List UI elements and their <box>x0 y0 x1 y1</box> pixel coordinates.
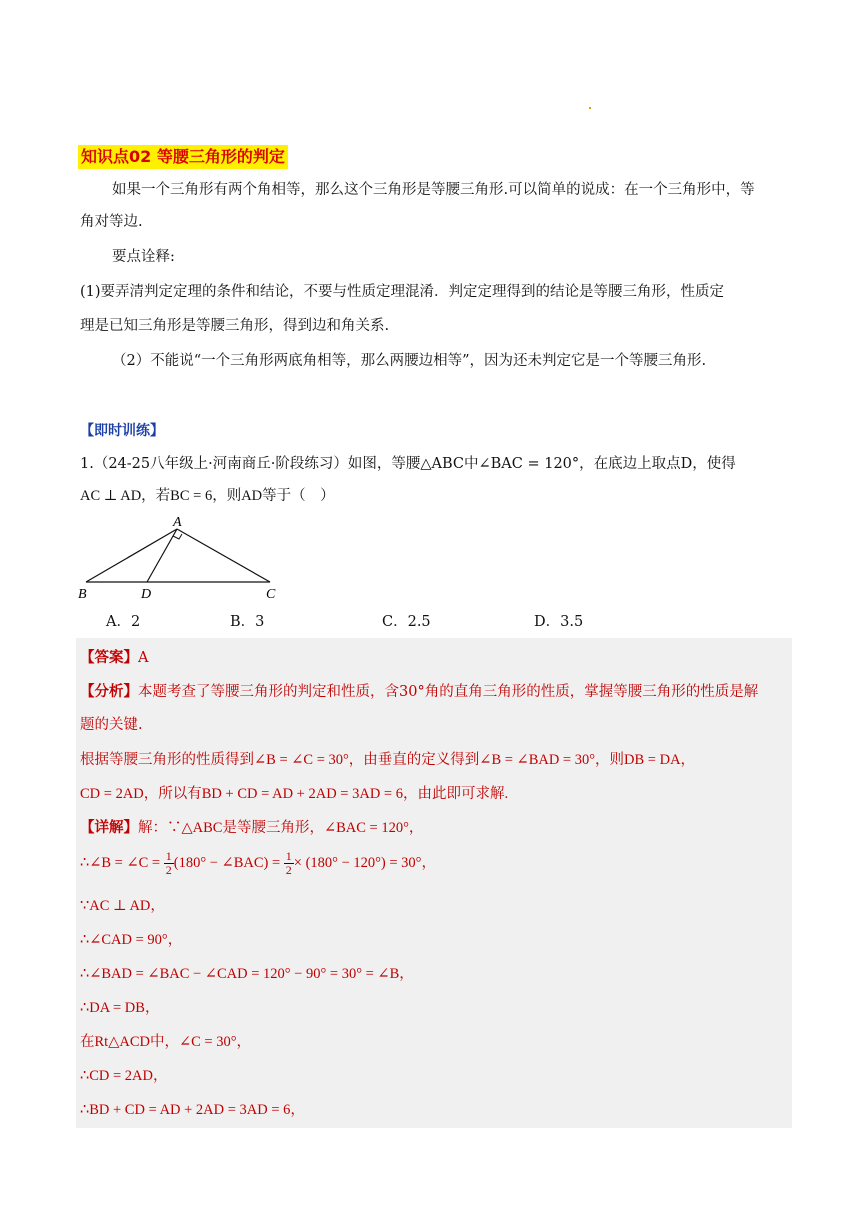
answer-panel <box>76 638 792 1128</box>
para1-line2: 角对等边. <box>80 214 143 230</box>
segment-ad <box>147 529 177 582</box>
note1-line1: (1)要弄清判定定理的条件和结论，不要与性质定理混淆．判定定理得到的结论是等腰三角形，性质定 <box>80 284 725 300</box>
option-b: B．3 <box>230 614 265 630</box>
triangle-figure <box>76 512 286 604</box>
analysis-row <box>80 682 758 702</box>
fraction-half <box>164 850 174 877</box>
detail-line2-b: (180° − ∠BAC) = <box>173 855 284 871</box>
detail-line1: 解：∵△ABC是等腰三角形，∠BAC = 120°， <box>138 820 424 836</box>
section-heading: 知识点02 等腰三角形的判定 <box>78 145 288 169</box>
answer-tag: 【答案】 <box>80 649 138 666</box>
label-b: B <box>78 587 87 602</box>
question-line1: 1.（24-25八年级上·河南商丘·阶段练习）如图，等腰△ABC中∠BAC = 120°，在底边上取点D，使得 <box>80 456 736 472</box>
fraction-half-2 <box>284 850 294 877</box>
stray-dot <box>589 107 591 109</box>
detail-line4: ∴∠CAD = 90°， <box>80 932 183 948</box>
detail-line6: ∴DA = DB， <box>80 1000 160 1016</box>
frac-den-2: 2 <box>285 863 292 878</box>
note-title: 要点诠释: <box>112 249 175 265</box>
detail-line3: ∵AC ⊥ AD， <box>80 898 165 914</box>
detail-tag: 【详解】 <box>80 820 138 836</box>
label-c: C <box>266 587 276 602</box>
note1-line2: 理是已知三角形是等腰三角形，得到边和角关系. <box>80 318 390 334</box>
detail-line2-a: ∴∠B = ∠C = <box>80 855 164 871</box>
frac-num: 1 <box>165 849 172 864</box>
label-d: D <box>141 587 152 602</box>
detail-line7: 在Rt△ACD中，∠C = 30°， <box>80 1034 252 1050</box>
analysis-line2: 题的关键. <box>80 717 143 733</box>
answer-value: A <box>138 650 149 666</box>
detail-line8: ∴CD = 2AD， <box>80 1068 168 1084</box>
detail-line2 <box>80 848 436 878</box>
option-c: C．2.5 <box>382 614 431 630</box>
detail-line2-c: × (180° − 120°) = 30°， <box>293 855 436 871</box>
analysis-line4: CD = 2AD，所以有BD + CD = AD + 2AD = 3AD = 6，由此即可求解. <box>80 786 509 802</box>
analysis-tag: 【分析】 <box>80 683 138 700</box>
analysis-line1: 本题考查了等腰三角形的判定和性质，含30°角的直角三角形的性质，掌握等腰三角形的性质是解 <box>138 684 759 700</box>
side-ab <box>86 529 177 582</box>
practice-tag: 【即时训练】 <box>80 423 164 439</box>
frac-den: 2 <box>165 863 172 878</box>
detail-line9: ∴BD + CD = AD + 2AD = 3AD = 6， <box>80 1102 305 1118</box>
frac-num-2: 1 <box>285 849 292 864</box>
side-ac <box>177 529 270 582</box>
option-d: D．3.5 <box>534 614 584 630</box>
detail-row <box>80 818 423 838</box>
question-line2: AC ⊥ AD，若BC = 6，则AD等于（ ） <box>80 488 335 504</box>
note2: （2）不能说“一个三角形两底角相等，那么两腰边相等”，因为还未判定它是一个等腰三角形. <box>112 353 707 369</box>
option-a: A．2 <box>106 614 141 630</box>
label-a: A <box>173 515 182 530</box>
detail-line5: ∴∠BAD = ∠BAC − ∠CAD = 120° − 90° = 30° = ∠B， <box>80 966 414 982</box>
para1-line1: 如果一个三角形有两个角相等，那么这个三角形是等腰三角形.可以简单的说成：在一个三角形中，等 <box>112 182 755 198</box>
answer-row <box>80 648 148 668</box>
analysis-line3: 根据等腰三角形的性质得到∠B = ∠C = 30°，由垂直的定义得到∠B = ∠BAD = 30°，则DB = DA， <box>80 752 696 768</box>
